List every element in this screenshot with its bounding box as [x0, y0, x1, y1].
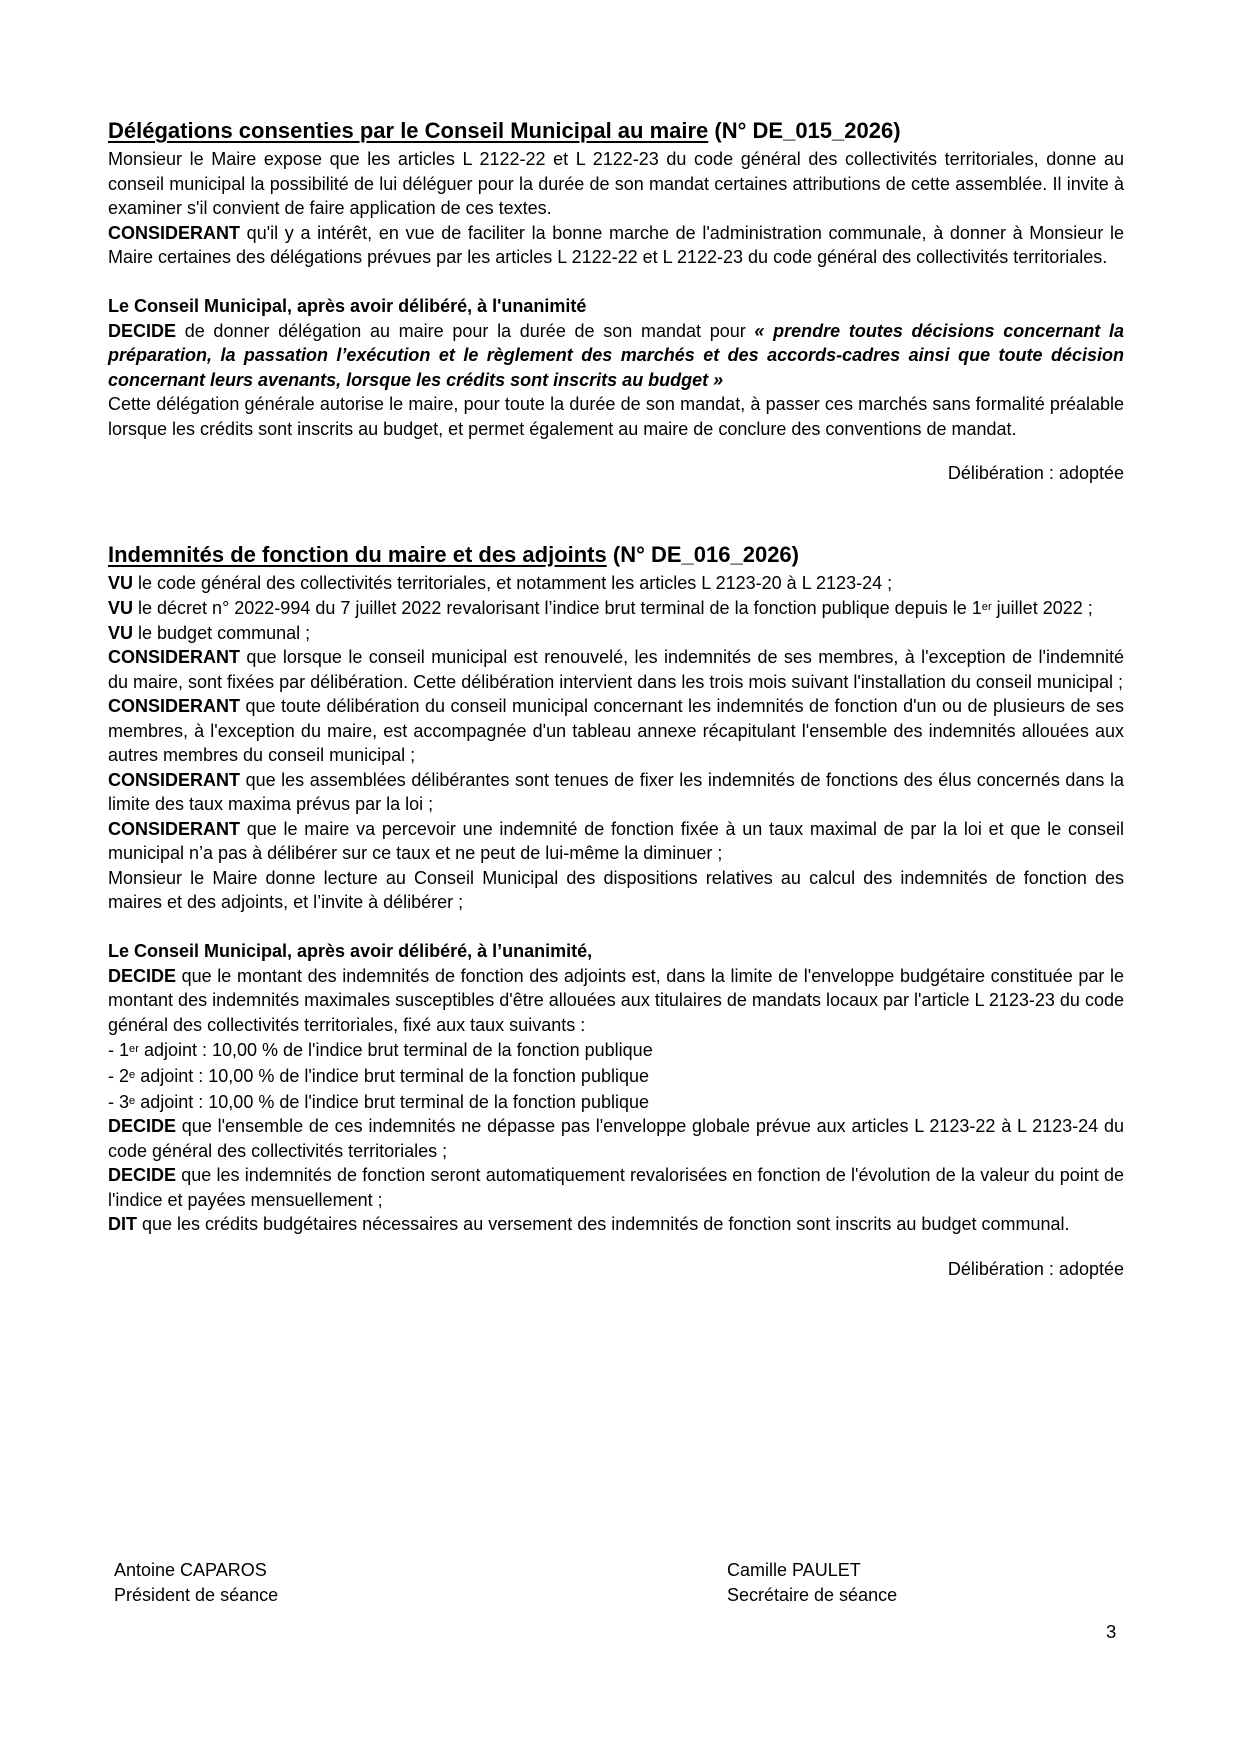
text-run: CONSIDERANT [108, 647, 241, 668]
text-run: « prendre toutes décisions concernant la préparation, la passation l’exécution et le règlement des marchés et des accords-cadres ainsi que toute décision concernant leurs avenants, lorsque les crédits sont inscrits au budget » [108, 320, 1124, 390]
deliberation-status: Délibération : adoptée [947, 463, 1124, 483]
text-run: Monsieur le Maire expose que les articles L 2122-22 et L 2122-23 du code général des collectivités territoriales, donne au conseil municipal la possibilité de lui déléguer pour la durée de son mandat certaines attributions de cette assemblée. Il invite à examiner s'il convient de faire application de ces textes. [108, 149, 1124, 218]
text-run: que les crédits budgétaires nécessaires au versement des indemnités de fonction sont inscrits au budget communal. [137, 1214, 1070, 1235]
text-run: CONSIDERANT [108, 696, 241, 717]
text-run: er [981, 601, 992, 613]
text-run: que les assemblées délibérantes sont tenues de fixer les indemnités de fonctions des élus concernés dans la limite des taux maxima prévus par la loi ; [108, 769, 1124, 815]
secretary-role: Secrétaire de séance [727, 1584, 898, 1605]
paragraph [108, 319, 1124, 393]
paragraph [108, 621, 1124, 646]
paragraph [108, 147, 1124, 221]
paragraph [108, 1114, 1124, 1163]
section-heading-title: Indemnités de fonction du maire et des adjoints [108, 541, 607, 567]
signature-block [108, 1558, 1124, 1628]
text-run: CONSIDERANT [108, 769, 241, 790]
president-name: Antoine CAPAROS [114, 1560, 267, 1580]
text-run: que l'ensemble de ces indemnités ne dépasse pas l'enveloppe globale prévue aux articles L 2123-22 à L 2123-24 du code général des collectivités territoriales ; [108, 1116, 1124, 1161]
text-run: que le maire va percevoir une indemnité de fonction fixée à un taux maximal de par la loi et que le conseil municipal n’a pas à délibérer sur ce taux et ne peut de lui-même la diminuer ; [108, 818, 1124, 864]
text-run: DECIDE [108, 1165, 177, 1186]
text-run: Cette délégation générale autorise le maire, pour toute la durée de son mandat, à passer ces marchés sans formalité préalable lorsque les crédits sont inscrits au budget, et permet également au maire de conclure des conventions de mandat. [108, 394, 1124, 439]
paragraph [108, 1212, 1124, 1237]
text-run: DECIDE [108, 965, 177, 986]
text-run: que lorsque le conseil municipal est renouvelé, les indemnités de ses membres, à l'exception de l'indemnité du maire, sont fixées par délibération. Cette délibération intervient dans les trois mois suivant l'installation du conseil municipal ; [108, 647, 1124, 692]
paragraph [108, 939, 1124, 964]
text-run: Monsieur le Maire donne lecture au Conseil Municipal des dispositions relatives au calcul des indemnités de fonction des maires et des adjoints, et l’invite à délibérer ; [108, 867, 1124, 913]
text-run: e [129, 1094, 136, 1107]
text-run: e [129, 1068, 136, 1081]
text-run: Le Conseil Municipal, après avoir délibéré, à l'unanimité [108, 296, 587, 316]
text-run: DIT [108, 1214, 137, 1235]
text-run: - 3 [108, 1091, 130, 1112]
section-heading [108, 542, 1124, 568]
signature-area [108, 1536, 1124, 1628]
text-run: VU [108, 622, 134, 643]
document-content [108, 118, 1124, 1281]
section [108, 542, 1124, 1282]
paragraph [108, 571, 1124, 596]
text-run: qu'il y a intérêt, en vue de faciliter la bonne marche de l'administration communale, à donner à Monsieur le Maire certaines des délégations prévues par les articles L 2122-22 et L 2122-23 du code général des collectivités territoriales. [108, 222, 1124, 267]
paragraph [108, 964, 1124, 1038]
text-run: Le Conseil Municipal, après avoir délibéré, à l’unanimité, [108, 941, 593, 962]
text-run: adjoint : 10,00 % de l'indice brut terminal de la fonction publique [135, 1091, 649, 1112]
signature-left [114, 1558, 278, 1607]
paragraph [108, 817, 1124, 866]
paragraph [108, 1063, 1124, 1089]
section-heading-title: Délégations consenties par le Conseil Municipal au maire [108, 118, 709, 143]
paragraph [108, 768, 1124, 817]
text-run: le décret n° 2022-994 du 7 juillet 2022 revalorisant l’indice brut terminal de la fonction publique depuis le 1 [133, 598, 982, 619]
section-heading-ref: (N° DE_015_2026) [708, 118, 901, 143]
text-run: adjoint : 10,00 % de l'indice brut terminal de la fonction publique [135, 1066, 649, 1087]
text-run: DECIDE [108, 320, 177, 341]
text-run: juillet 2022 ; [991, 598, 1093, 619]
paragraph [108, 595, 1124, 621]
section [108, 118, 1124, 486]
text-run: le code général des collectivités territoriales, et notamment les articles L 2123-20 à L 2123-24 ; [133, 572, 893, 593]
page-number: 3 [1106, 1621, 1117, 1642]
signature-right [727, 1558, 897, 1607]
paragraph [108, 694, 1124, 768]
paragraph [108, 866, 1124, 915]
text-run: - 2 [108, 1066, 130, 1087]
section-heading-ref: (N° DE_016_2026) [606, 541, 799, 567]
text-run: que les indemnités de fonction seront automatiquement revalorisées en fonction de l'évolution de la valeur du point de l'indice et payées mensuellement ; [108, 1165, 1124, 1210]
text-run: CONSIDERANT [108, 818, 241, 839]
paragraph [108, 1037, 1124, 1063]
president-role: Président de séance [114, 1584, 279, 1605]
paragraph [108, 645, 1124, 694]
spacer [108, 270, 1124, 295]
paragraph [108, 1089, 1124, 1115]
deliberation-status: Délibération : adoptée [947, 1258, 1124, 1279]
paragraph [108, 294, 1124, 319]
text-run: VU [108, 598, 134, 619]
text-run: que le montant des indemnités de fonction des adjoints est, dans la limite de l'enveloppe budgétaire constituée par le montant des indemnités maximales susceptibles d'être allouées aux titulaires de mandats locaux par l'article L 2123-23 du code général des collectivités territoriales, fixé aux taux suivants : [108, 965, 1124, 1035]
text-run: CONSIDERANT [108, 222, 241, 243]
text-run: le budget communal ; [133, 622, 311, 643]
text-run: - 1 [108, 1040, 130, 1061]
section-heading [108, 118, 1124, 144]
text-run: que toute délibération du conseil municipal concernant les indemnités de fonction d'un ou de plusieurs de ses membres, à l'exception du maire, est accompagnée d'un tableau annexe récapitulant l'ensemble des indemnités allouées aux autres membres du conseil municipal ; [108, 696, 1124, 766]
text-run: adjoint : 10,00 % de l'indice brut terminal de la fonction publique [138, 1040, 653, 1061]
spacer [108, 915, 1124, 940]
text-run: de donner délégation au maire pour la durée de son mandat pour [176, 320, 755, 341]
paragraph [108, 1163, 1124, 1212]
paragraph [108, 392, 1124, 441]
text-run: DECIDE [108, 1116, 177, 1137]
text-run: VU [108, 572, 134, 593]
secretary-name: Camille PAULET [727, 1560, 861, 1580]
text-run: er [129, 1043, 139, 1056]
paragraph [108, 221, 1124, 270]
